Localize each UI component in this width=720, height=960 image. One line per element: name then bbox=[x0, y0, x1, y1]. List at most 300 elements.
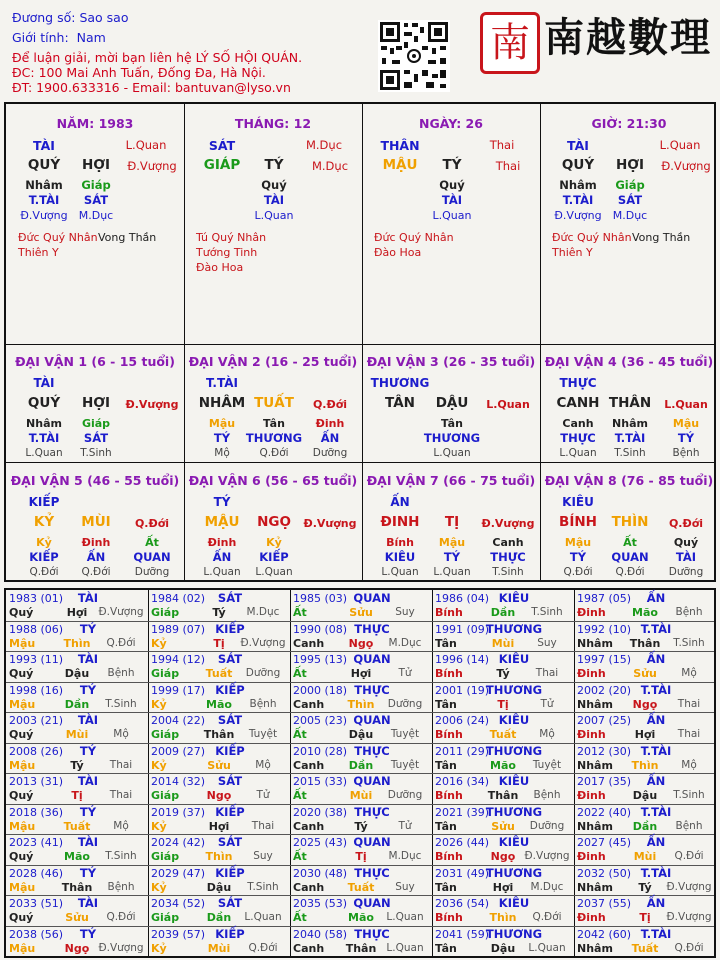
year-state: L.Quan bbox=[386, 941, 424, 954]
year-chi: Thìn bbox=[489, 911, 517, 924]
pillar-chi: TÝ bbox=[264, 157, 284, 173]
year-label: 2038 (56) bbox=[9, 927, 64, 941]
hidden-stem: Giáp bbox=[81, 178, 111, 192]
year-can: Ất bbox=[293, 606, 307, 619]
year-chi: Thìn bbox=[631, 758, 659, 772]
hidden-god: T.TÀI bbox=[28, 193, 60, 207]
pillar-cell bbox=[362, 104, 540, 344]
year-state: L.Quan bbox=[528, 941, 566, 954]
year-chi: Mùi bbox=[349, 789, 373, 802]
year-chi: Sửu bbox=[349, 606, 373, 619]
year-chi: Dậu bbox=[490, 941, 516, 955]
year-god: ẤN bbox=[646, 652, 666, 666]
year-chi: Hợi bbox=[492, 880, 514, 894]
dai-van-state: Đ.Vượng bbox=[303, 517, 357, 530]
hidden-god: THỰC bbox=[490, 550, 526, 564]
year-label: 2029 (47) bbox=[151, 866, 206, 880]
year-state: Bệnh bbox=[107, 667, 135, 679]
pillar-can: MẬU bbox=[382, 157, 418, 173]
pillar-can: QUÝ bbox=[561, 157, 595, 173]
year-label: 2016 (34) bbox=[435, 775, 490, 788]
hidden-god: T.TÀI bbox=[562, 193, 594, 207]
year-god: THỰC bbox=[354, 682, 390, 697]
hidden-stem: Ất bbox=[145, 536, 159, 549]
year-state: Tử bbox=[398, 667, 412, 679]
hidden-state: M.Dục bbox=[78, 209, 114, 222]
year-cell bbox=[290, 773, 432, 803]
year-state: Suy bbox=[395, 880, 415, 893]
hidden-god: T.TÀI bbox=[28, 431, 60, 445]
year-cell bbox=[432, 865, 574, 895]
year-god: ẤN bbox=[646, 591, 666, 605]
hidden-stem: Kỷ bbox=[36, 536, 52, 549]
contact-line-2: ĐC: 100 Mai Anh Tuấn, Đống Đa, Hà Nội. bbox=[12, 65, 266, 80]
gender-line bbox=[12, 30, 106, 45]
hidden-god: TÝ bbox=[443, 550, 461, 564]
year-state: Q.Đới bbox=[106, 636, 136, 649]
year-can: Mậu bbox=[9, 819, 36, 833]
year-label: 2032 (50) bbox=[577, 866, 632, 880]
year-chi: Hợi bbox=[208, 819, 230, 833]
year-can: Mậu bbox=[9, 697, 36, 711]
pillar-god-left: TÀI bbox=[567, 138, 589, 153]
dai-van-cell bbox=[540, 344, 718, 462]
year-can: Ất bbox=[293, 667, 307, 680]
year-god: KIẾP bbox=[215, 804, 245, 819]
year-label: 2021 (39) bbox=[435, 805, 490, 819]
year-cell bbox=[290, 804, 432, 834]
year-cell bbox=[6, 743, 148, 773]
hidden-state: Dưỡng bbox=[312, 447, 348, 459]
dai-van-can: TÂN bbox=[385, 395, 415, 411]
year-god: THƯƠNG bbox=[485, 621, 543, 636]
year-god: KIẾP bbox=[215, 682, 245, 697]
year-label: 2040 (58) bbox=[293, 927, 348, 941]
year-god: T.TÀI bbox=[640, 621, 672, 636]
year-cell bbox=[574, 743, 716, 773]
year-cell bbox=[290, 651, 432, 681]
year-can: Tân bbox=[435, 636, 457, 650]
hidden-stem: Giáp bbox=[81, 417, 111, 430]
dai-van-state: Q.Đới bbox=[134, 517, 170, 530]
year-god: KIÊU bbox=[498, 652, 530, 666]
hidden-state: L.Quan bbox=[559, 447, 597, 459]
year-can: Tân bbox=[435, 819, 457, 833]
year-cell bbox=[148, 621, 290, 651]
hidden-god: TÀI bbox=[441, 193, 463, 207]
year-chi: Thân bbox=[203, 728, 235, 741]
dai-van-can: QUÝ bbox=[27, 395, 61, 411]
year-god: THƯƠNG bbox=[485, 743, 543, 758]
year-label: 2037 (55) bbox=[577, 897, 632, 910]
pillar-chi-state: Thai bbox=[495, 159, 521, 173]
year-state: Dưỡng bbox=[387, 697, 423, 710]
year-cell bbox=[432, 773, 574, 803]
year-can: Giáp bbox=[151, 789, 180, 802]
year-label: 2036 (54) bbox=[435, 897, 490, 910]
hidden-state: L.Quan bbox=[381, 566, 419, 578]
hidden-stem: Mậu bbox=[438, 536, 466, 549]
year-chi: Thân bbox=[629, 636, 661, 650]
year-can: Mậu bbox=[9, 758, 36, 772]
year-label: 2025 (43) bbox=[293, 836, 348, 849]
pillar-cell bbox=[540, 104, 718, 344]
dai-van-cell bbox=[540, 463, 718, 581]
dai-van-title: ĐẠI VẬN 5 (46 - 55 tuổi) bbox=[10, 473, 180, 488]
star-left: Thiên Y bbox=[18, 246, 59, 259]
hidden-stem: Nhâm bbox=[25, 178, 63, 192]
hidden-state: T.Sinh bbox=[614, 447, 646, 459]
year-cell bbox=[6, 865, 148, 895]
year-chi: Mão bbox=[348, 911, 374, 924]
dai-van-title: ĐẠI VẬN 8 (76 - 85 tuổi) bbox=[544, 473, 714, 488]
year-state: Đ.Vượng bbox=[98, 606, 144, 618]
hidden-god: QUAN bbox=[611, 550, 649, 564]
dai-van-title: ĐẠI VẬN 1 (6 - 15 tuổi) bbox=[15, 354, 175, 369]
year-god: TÝ bbox=[79, 621, 97, 636]
pillar-title: GIỜ: 21:30 bbox=[591, 116, 667, 131]
year-god: TÀI bbox=[77, 896, 99, 910]
hidden-state: L.Quan bbox=[433, 447, 471, 459]
year-can: Kỷ bbox=[151, 697, 167, 711]
hidden-state: Đ.Vượng bbox=[554, 209, 602, 222]
year-can: Giáp bbox=[151, 911, 180, 924]
year-label: 2024 (42) bbox=[151, 836, 206, 849]
year-god: ẤN bbox=[646, 896, 666, 910]
year-chi: Tuất bbox=[489, 728, 517, 741]
dai-van-god: TÀI bbox=[33, 376, 55, 390]
hidden-god: KIẾP bbox=[259, 550, 289, 564]
hidden-state: Q.Đới bbox=[29, 566, 59, 578]
year-can: Đinh bbox=[577, 850, 606, 863]
year-state: Dưỡng bbox=[245, 667, 281, 679]
hidden-stem: Kỷ bbox=[266, 536, 282, 549]
pillar-god-right: Thai bbox=[489, 138, 515, 152]
year-god: TÝ bbox=[79, 926, 97, 941]
year-can: Kỷ bbox=[151, 941, 167, 955]
year-god: T.TÀI bbox=[640, 743, 672, 758]
contact-line-1: Để luận giải, mời bạn liên hệ LÝ SỐ HỘI QUÁN. bbox=[12, 50, 303, 65]
hidden-stem: Quý bbox=[261, 178, 287, 192]
year-cell bbox=[432, 712, 574, 742]
dai-van-can: CANH bbox=[556, 395, 600, 411]
year-god: QUAN bbox=[353, 896, 391, 910]
year-state: L.Quan bbox=[386, 911, 424, 923]
annual-table bbox=[4, 588, 716, 958]
hidden-state: Dưỡng bbox=[668, 566, 704, 578]
year-chi: Tuất bbox=[63, 819, 91, 833]
year-state: L.Quan bbox=[244, 911, 282, 923]
year-can: Quý bbox=[9, 789, 34, 802]
pillar-title: THÁNG: 12 bbox=[234, 116, 312, 131]
year-cell bbox=[574, 651, 716, 681]
hidden-stem: Giáp bbox=[615, 178, 645, 192]
year-label: 2013 (31) bbox=[9, 775, 64, 788]
year-chi: Dần bbox=[206, 911, 232, 924]
pillar-chi-state: Đ.Vượng bbox=[127, 159, 177, 173]
pillar-god-left: THÂN bbox=[380, 138, 420, 153]
year-cell bbox=[290, 895, 432, 925]
year-can: Đinh bbox=[577, 728, 606, 741]
year-chi: Mùi bbox=[65, 728, 89, 741]
header bbox=[0, 0, 720, 100]
year-label: 1993 (11) bbox=[9, 653, 64, 666]
year-label: 2028 (46) bbox=[9, 866, 64, 880]
year-label: 2011 (29) bbox=[435, 744, 490, 758]
year-can: Đinh bbox=[577, 789, 606, 802]
year-god: KIÊU bbox=[498, 896, 530, 910]
year-can: Mậu bbox=[9, 636, 36, 650]
year-label: 1996 (14) bbox=[435, 653, 490, 666]
dai-van-title: ĐẠI VẬN 4 (36 - 45 tuổi) bbox=[544, 354, 714, 369]
dai-van-chi: MÙI bbox=[81, 514, 111, 530]
year-chi: Dần bbox=[632, 819, 658, 833]
year-label: 2020 (38) bbox=[293, 805, 348, 819]
year-label: 2027 (45) bbox=[577, 836, 632, 849]
hidden-state: Đ.Vượng bbox=[20, 209, 68, 222]
year-cell bbox=[432, 682, 574, 712]
name-value: Sao sao bbox=[79, 10, 129, 25]
pillar-cell bbox=[6, 104, 184, 344]
year-god: TÝ bbox=[79, 682, 97, 697]
hidden-state: Q.Đới bbox=[81, 566, 111, 578]
year-can: Bính bbox=[435, 789, 463, 802]
year-chi: Thìn bbox=[205, 850, 233, 863]
year-chi: Dần bbox=[64, 697, 90, 711]
dai-van-god: ẤN bbox=[390, 495, 410, 509]
year-cell bbox=[148, 712, 290, 742]
year-state: Bệnh bbox=[107, 880, 135, 893]
year-can: Canh bbox=[293, 697, 325, 711]
year-cell bbox=[574, 926, 716, 956]
year-state: Bệnh bbox=[675, 606, 703, 618]
year-label: 1983 (01) bbox=[9, 592, 64, 605]
year-cell bbox=[574, 834, 716, 864]
year-can: Canh bbox=[293, 758, 325, 772]
year-cell bbox=[574, 895, 716, 925]
year-can: Bính bbox=[435, 911, 463, 924]
pillar-title: NĂM: 1983 bbox=[56, 116, 134, 131]
year-chi: Thân bbox=[487, 789, 519, 802]
year-state: Mộ bbox=[113, 819, 129, 832]
dai-van-cell bbox=[362, 463, 540, 581]
year-state: Thai bbox=[109, 789, 133, 801]
year-state: Tuyệt bbox=[390, 728, 420, 740]
year-cell bbox=[574, 590, 716, 620]
hidden-stem: Canh bbox=[562, 417, 594, 430]
year-chi: Tý bbox=[70, 758, 84, 772]
hidden-stem: Canh bbox=[492, 536, 524, 549]
year-state: Q.Đới bbox=[248, 941, 278, 954]
year-state: Thai bbox=[109, 758, 133, 771]
year-god: QUAN bbox=[353, 591, 391, 605]
year-cell bbox=[6, 895, 148, 925]
year-state: M.Dục bbox=[388, 850, 422, 862]
year-can: Bính bbox=[435, 728, 463, 741]
hidden-god: KIÊU bbox=[384, 550, 416, 564]
year-can: Nhâm bbox=[577, 819, 613, 833]
year-can: Canh bbox=[293, 880, 325, 894]
year-cell bbox=[6, 590, 148, 620]
hidden-state: Dưỡng bbox=[134, 566, 170, 578]
hidden-god: SÁT bbox=[617, 193, 643, 207]
year-god: ẤN bbox=[646, 835, 666, 849]
year-cell bbox=[148, 804, 290, 834]
dai-van-state: L.Quan bbox=[486, 398, 530, 411]
hidden-state: L.Quan bbox=[432, 209, 472, 222]
year-can: Tân bbox=[435, 758, 457, 772]
hidden-god: THƯƠNG bbox=[423, 431, 481, 445]
year-cell bbox=[148, 773, 290, 803]
year-label: 2009 (27) bbox=[151, 744, 206, 758]
star-left: Tướng Tinh bbox=[196, 246, 258, 259]
year-chi: Dần bbox=[348, 758, 374, 772]
year-label: 2019 (37) bbox=[151, 805, 206, 819]
year-cell bbox=[148, 895, 290, 925]
year-state: Đ.Vượng bbox=[666, 911, 712, 923]
year-god: THỰC bbox=[354, 804, 390, 819]
year-label: 2014 (32) bbox=[151, 775, 206, 788]
year-chi: Dậu bbox=[348, 728, 374, 741]
year-label: 2041 (59) bbox=[435, 927, 490, 941]
year-can: Mậu bbox=[9, 941, 36, 955]
pillar-god-right: L.Quan bbox=[659, 138, 701, 152]
pillar-god-right: L.Quan bbox=[125, 138, 167, 152]
year-can: Tân bbox=[435, 880, 457, 894]
hidden-state: T.Sinh bbox=[492, 566, 524, 578]
year-can: Nhâm bbox=[577, 758, 613, 772]
dai-van-chi: NGỌ bbox=[257, 514, 291, 530]
year-chi: Thìn bbox=[347, 697, 375, 711]
year-state: Suy bbox=[395, 606, 415, 618]
year-cell bbox=[574, 621, 716, 651]
year-can: Đinh bbox=[577, 606, 606, 619]
year-god: TÝ bbox=[79, 804, 97, 819]
year-chi: Mão bbox=[206, 697, 232, 711]
year-label: 2002 (20) bbox=[577, 683, 632, 697]
year-cell bbox=[6, 682, 148, 712]
year-god: KIÊU bbox=[498, 774, 530, 788]
star-left: Đức Quý Nhân bbox=[552, 231, 632, 244]
pillar-title: NGÀY: 26 bbox=[419, 116, 483, 131]
star-left: Đức Quý Nhân bbox=[374, 231, 454, 244]
year-chi: Ngọ bbox=[490, 850, 516, 863]
year-chi: Dậu bbox=[632, 789, 658, 802]
year-state: T.Sinh bbox=[531, 606, 563, 618]
year-can: Kỷ bbox=[151, 758, 167, 772]
year-label: 1985 (03) bbox=[293, 592, 348, 605]
year-state: T.Sinh bbox=[247, 880, 279, 893]
dai-van-god: KIÊU bbox=[562, 495, 594, 509]
hidden-stem: Bính bbox=[386, 536, 414, 549]
pillar-chi: TÝ bbox=[442, 157, 462, 173]
year-state: Dưỡng bbox=[529, 819, 565, 832]
hidden-god: TÀI bbox=[263, 193, 285, 207]
year-state: Q.Đới bbox=[106, 911, 136, 923]
dai-van-title: ĐẠI VẬN 7 (66 - 75 tuổi) bbox=[366, 473, 536, 488]
year-can: Quý bbox=[9, 911, 34, 924]
year-state: Suy bbox=[253, 850, 273, 862]
hidden-state: M.Dục bbox=[612, 209, 648, 222]
year-state: Bệnh bbox=[249, 697, 277, 710]
year-can: Canh bbox=[293, 636, 325, 650]
year-label: 2035 (53) bbox=[293, 897, 348, 910]
year-god: KIẾP bbox=[215, 926, 245, 941]
year-cell bbox=[574, 865, 716, 895]
star-left: Đức Quý Nhân bbox=[18, 231, 98, 244]
year-state: Dưỡng bbox=[387, 789, 423, 801]
dai-van-can: KỶ bbox=[33, 514, 55, 530]
year-state: Mộ bbox=[113, 728, 129, 740]
year-cell bbox=[148, 743, 290, 773]
year-cell bbox=[290, 621, 432, 651]
pillar-god-left: TÀI bbox=[33, 138, 55, 153]
year-cell bbox=[148, 926, 290, 956]
year-chi: Thân bbox=[61, 880, 93, 894]
year-cell bbox=[148, 590, 290, 620]
dai-van-chi: THÂN bbox=[608, 395, 652, 411]
year-chi: Tị bbox=[71, 789, 83, 802]
year-god: SÁT bbox=[217, 652, 243, 666]
contact-line-3: ĐT: 1900.633316 - Email: bantuvan@lyso.vn bbox=[12, 80, 291, 95]
year-cell bbox=[6, 712, 148, 742]
year-god: THƯƠNG bbox=[485, 804, 543, 819]
year-cell bbox=[290, 926, 432, 956]
hidden-stem: Đinh bbox=[207, 536, 237, 549]
year-chi: Sửu bbox=[65, 911, 89, 924]
year-label: 2023 (41) bbox=[9, 836, 64, 849]
year-god: THƯƠNG bbox=[485, 865, 543, 880]
year-cell bbox=[290, 590, 432, 620]
dai-van-chi: THÌN bbox=[611, 514, 649, 530]
hidden-god: ẤN bbox=[212, 550, 232, 564]
year-state: Tử bbox=[540, 697, 554, 710]
year-can: Ất bbox=[293, 911, 307, 924]
year-cell bbox=[148, 682, 290, 712]
hidden-state: Q.Đới bbox=[259, 447, 289, 459]
year-chi: Tý bbox=[496, 667, 510, 680]
year-state: Tử bbox=[398, 819, 412, 832]
year-cell bbox=[432, 590, 574, 620]
dai-van-title: ĐẠI VẬN 6 (56 - 65 tuổi) bbox=[188, 473, 358, 488]
year-chi: Tý bbox=[638, 880, 652, 894]
year-state: M.Dục bbox=[388, 636, 422, 649]
brand-logo: 南越數理 bbox=[544, 14, 712, 61]
dai-van-state: Đ.Vượng bbox=[125, 398, 179, 411]
dai-van-god: TÝ bbox=[213, 495, 231, 509]
hidden-stem: Mậu bbox=[672, 417, 700, 430]
year-cell bbox=[290, 834, 432, 864]
year-label: 2004 (22) bbox=[151, 714, 206, 727]
year-can: Tân bbox=[435, 941, 457, 955]
hidden-god: TÀI bbox=[675, 550, 697, 564]
year-chi: Hợi bbox=[634, 728, 656, 741]
year-state: Q.Đới bbox=[532, 911, 562, 923]
year-cell bbox=[6, 621, 148, 651]
hidden-stem: Mậu bbox=[208, 417, 236, 430]
year-label: 2015 (33) bbox=[293, 775, 348, 788]
year-state: T.Sinh bbox=[673, 636, 705, 649]
year-god: KIẾP bbox=[215, 743, 245, 758]
year-label: 1989 (07) bbox=[151, 622, 206, 636]
dai-van-can: NHÂM bbox=[198, 395, 246, 411]
year-cell bbox=[432, 621, 574, 651]
hidden-god: TÝ bbox=[677, 431, 695, 445]
year-can: Đinh bbox=[577, 911, 606, 924]
year-can: Bính bbox=[435, 606, 463, 619]
year-god: KIÊU bbox=[498, 591, 530, 605]
year-cell bbox=[6, 926, 148, 956]
